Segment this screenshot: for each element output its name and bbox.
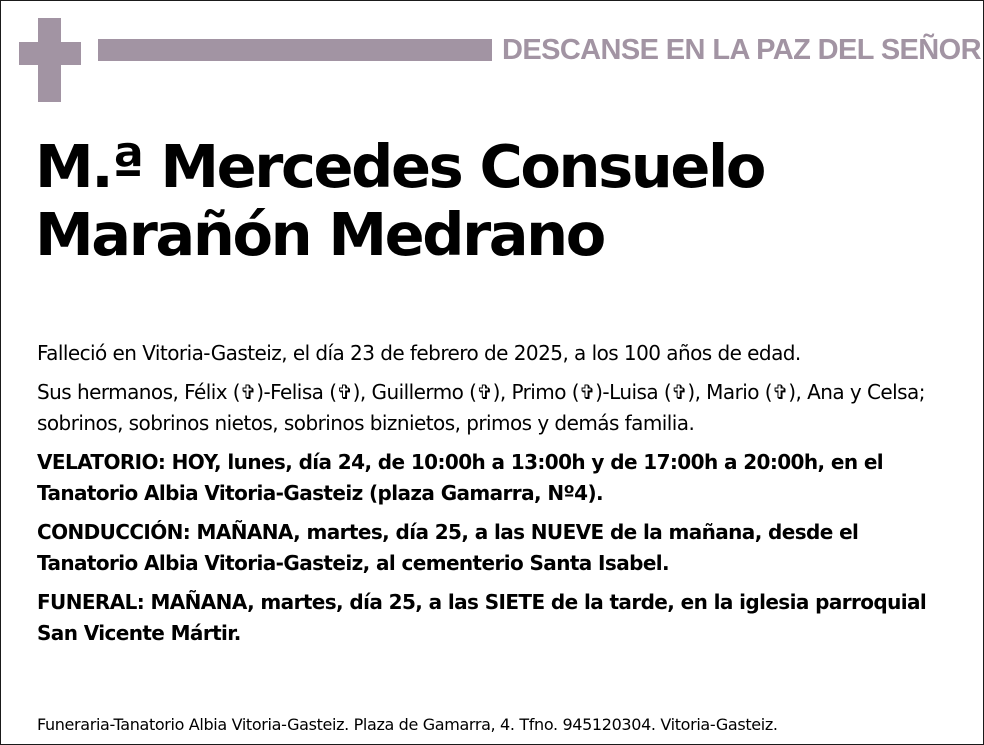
- conduccion-notice: CONDUCCIÓN: MAÑANA, martes, día 25, a las NUEVE de la mañana, desde el Tanatorio Albia Vitoria-Gasteiz, al cementerio Santa Isabel.: [37, 519, 859, 575]
- cross-icon: [19, 18, 81, 102]
- death-notice: Falleció en Vitoria-Gasteiz, el día 23 de febrero de 2025, a los 100 años de edad.: [37, 341, 801, 365]
- funeral-notice: FUNERAL: MAÑANA, martes, día 25, a las SIETE de la tarde, en la iglesia parroquial San Vicente Mártir.: [37, 589, 927, 645]
- deceased-name: [35, 133, 965, 269]
- header-divider-bar: [98, 39, 492, 61]
- deceased-name-line1: M.ª Mercedes Consuelo: [35, 132, 764, 201]
- family-notice: Sus hermanos, Félix (✞)-Felisa (✞), Guillermo (✞), Primo (✞)-Luisa (✞), Mario (✞), Ana y Celsa; sobrinos, sobrinos nietos, sobrinos biznietos, primos y demás familia.: [37, 379, 925, 435]
- header-title: DESCANSE EN LA PAZ DEL SEÑOR: [502, 34, 981, 66]
- deceased-name-line2: Marañón Medrano: [35, 200, 604, 269]
- funeral-home-footer: Funeraria-Tanatorio Albia Vitoria-Gasteiz. Plaza de Gamarra, 4. Tfno. 945120304. Vitoria-Gasteiz.: [37, 715, 778, 734]
- announcement-body: [37, 338, 962, 657]
- velatorio-notice: VELATORIO: HOY, lunes, día 24, de 10:00h a 13:00h y de 17:00h a 20:00h, en el Tanatorio Albia Vitoria-Gasteiz (plaza Gamarra, Nº4).: [37, 449, 884, 505]
